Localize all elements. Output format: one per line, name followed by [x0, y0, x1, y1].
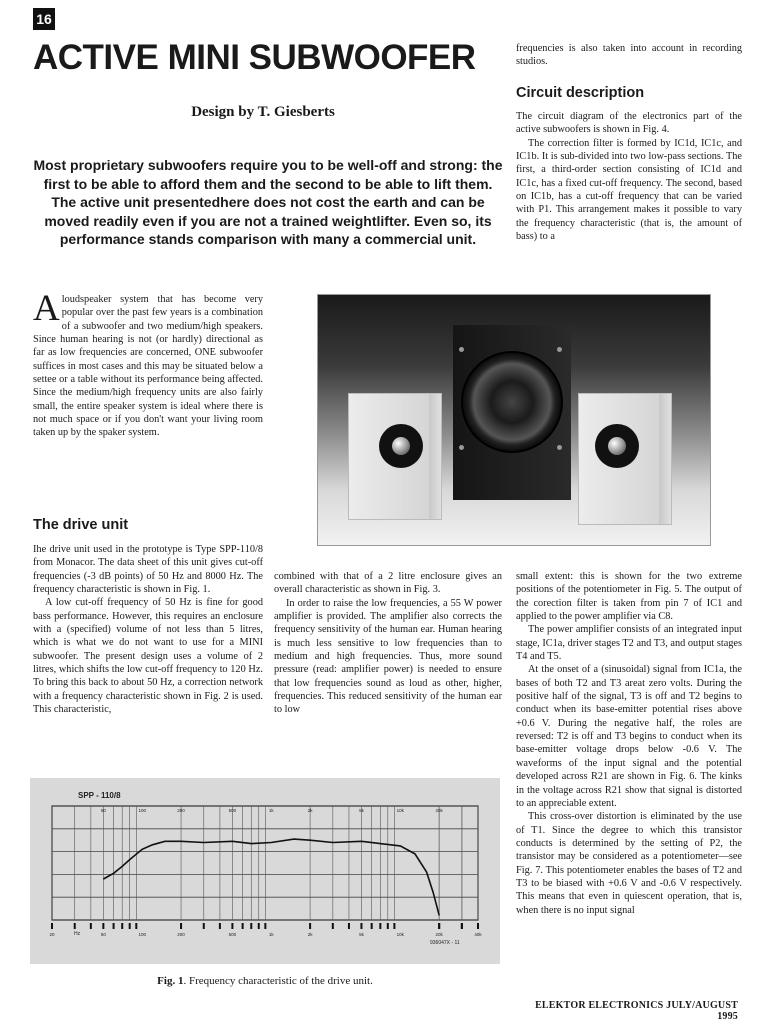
right-column-bottom	[516, 570, 742, 917]
tick-mark	[250, 923, 252, 929]
tick-mark	[371, 923, 373, 929]
tick-mark	[135, 923, 137, 929]
x-tick-label-top: 100	[138, 808, 146, 813]
page-number: 16	[33, 8, 55, 30]
x-tick-label-top: 10k	[396, 808, 404, 813]
tick-mark	[203, 923, 205, 929]
footer: ELEKTOR ELECTRONICS JULY/AUGUST 1995	[535, 1000, 738, 1022]
drive-unit-p1: Ihe drive unit used in the prototype is Type SPP-110/8 from Monacor. The data sheet of this unit gives cut-off frequencies (-3 dB points) of 50 Hz and 8000 Hz. The frequency characteristic is shown in Fig. 1.	[33, 544, 263, 596]
circuit-p4: The power amplifier consists of an integrated input stage, IC1a, driver stages T2 and T3, and output stages T4 and T5.	[516, 624, 742, 663]
chart-frame	[52, 806, 478, 920]
drive-unit-heading: The drive unit	[33, 517, 129, 533]
x-tick-label-top: 20k	[435, 808, 443, 813]
frequency-response-chart	[30, 778, 500, 964]
response-curve	[103, 839, 439, 915]
tick-mark	[90, 923, 92, 929]
chart-grid	[51, 806, 479, 929]
circuit-p6: This cross-over distortion is eliminated by the use of T1. Since the degree to which this transistor conducts is determined by the setting of P2, the transistor may be considered as a potentiometer—see Fig. 7. This potentiometer enables the bases of T2 and T3 to be biased with +0.6 V and -0.6 V respectively. This means that even in quiescent operation, that is, when there is no input signal	[516, 811, 742, 916]
tick-mark	[258, 923, 260, 929]
tick-mark	[309, 923, 311, 929]
tweeter-left	[379, 424, 423, 468]
tick-mark	[113, 923, 115, 929]
tick-mark	[387, 923, 389, 929]
figure-code: 936047X - 11	[430, 940, 460, 946]
article-title: ACTIVE MINI SUBWOOFER	[33, 38, 476, 77]
tick-mark	[74, 923, 76, 929]
tick-mark	[264, 923, 266, 929]
x-tick-label: 5k	[359, 932, 364, 937]
x-tick-label-top: 50	[100, 808, 106, 813]
tick-mark	[332, 923, 334, 929]
circuit-p5: At the onset of a (sinusoidal) signal from IC1a, the bases of both T2 and T3 areat zero volts. During the positive half of the signal, T3 is off and T2 begins to conduct when its base-emitter potential rises above +0.6 V. During the negative half, the roles are reversed: T2 is off and T3 begins to conduct when its base-emitter voltage drops below -0.6 V. The waveforms of the input signal and the potential developed across R21 are shown in Fig. 6. The kinks in the voltage across R21 show that signal is distorted to an appreciable extent.	[516, 664, 742, 809]
x-tick-label-top: 1k	[268, 808, 274, 813]
dropcap: A	[33, 288, 60, 329]
tick-mark	[180, 923, 182, 929]
tick-mark	[231, 923, 233, 929]
tick-mark	[51, 923, 53, 929]
x-tick-label: 500	[228, 932, 237, 937]
x-tick-label-top: 200	[177, 808, 185, 813]
caption-text: . Frequency characteristic of the drive unit.	[183, 975, 373, 987]
tick-mark	[242, 923, 244, 929]
tweeter-right	[595, 424, 639, 468]
figure-1-graph	[30, 778, 500, 964]
continued-text: frequencies is also taken into account in recording studios.	[516, 43, 742, 68]
intro-paragraph	[33, 288, 263, 440]
caption-label: Fig. 1	[157, 975, 184, 987]
tick-mark	[461, 923, 463, 929]
x-axis-label: Hz	[74, 931, 81, 937]
figure-1-caption	[30, 975, 500, 987]
subwoofer-box	[453, 325, 571, 500]
x-tick-label: 2k	[307, 932, 313, 937]
left-satellite-speaker	[348, 393, 442, 520]
tick-mark	[438, 923, 440, 929]
tick-mark	[477, 923, 479, 929]
intro-column	[33, 288, 263, 440]
circuit-column	[516, 110, 742, 243]
right-column-top	[516, 42, 742, 69]
x-tick-label: 20	[49, 932, 55, 937]
tick-mark	[348, 923, 350, 929]
x-tick-label: 1k	[268, 932, 274, 937]
tick-mark	[121, 923, 123, 929]
x-tick-label: 100	[138, 932, 146, 937]
x-tick-label: 10k	[396, 932, 404, 937]
woofer-cone	[461, 351, 563, 453]
circuit-p2: The correction filter is formed by IC1d, IC1c, and IC1b. It is sub-divided into two low-pass sections. The first, a third-order section consisting of IC1d and IC1c, has a fixed cut-off frequency. The second, based on IC1b, has a cut-off frequency that can be varied with P1. This arrangement makes it possible to vary the frequency characteristic (that is, the amount of bass) to a	[516, 137, 742, 243]
circuit-p3: small extent: this is shown for the two extreme positions of the potentiometer in Fig. 5. The output of the corection filter is taken from pin 7 of IC1 and applied to the power amplifier via C8.	[516, 571, 742, 623]
drive-unit-p3: combined with that of a 2 litre enclosure gives an overall characteristic as shown in Fig. 3.	[274, 571, 502, 596]
drive-unit-p2: A low cut-off frequency of 50 Hz is fine for good bass performance. However, this requires an enclosure with a (specified) volume of not less than 5 litres, which is what we do not want to use for a MINI subwoofer. The present design uses a volume of 2 litres, which shifts the low cut-off frequency to 120 Hz. To bring this back to about 50 Hz, a correction network with a frequency characteristic shown in Fig. 2 is used. This characteristic,	[33, 597, 263, 716]
byline: Design by T. Giesberts	[191, 104, 335, 120]
x-tick-label-top: 500	[228, 808, 237, 813]
tick-mark	[360, 923, 362, 929]
intro-text: loudspeaker system that has become very popular over the past few years is a combination of a subwoofer and two medium/high speakers. Since human hearing is not (or hardly) directional as far as low frequencies are concerned, ONE subwoofer suffices in most cases and this may be situated below a settee or a table without its performance being affected. Since the medium/high frequency units are also fairly small, the entire speaker system is ideal where there is not much space or if you don't want your living room taken up by the spaker system.	[33, 294, 263, 439]
speaker-photo	[317, 294, 711, 546]
x-tick-label-top: 2k	[307, 808, 313, 813]
x-tick-label: 200	[177, 932, 185, 937]
x-tick-label: 40k	[474, 932, 482, 937]
circuit-p1: The circuit diagram of the electronics part of the active subwoofers is shown in Fig. 4.	[516, 111, 742, 136]
tick-mark	[393, 923, 395, 929]
standfirst: Most proprietary subwoofers require you to be well-off and strong: the first to be able to afford them and the second to be able to lift them. The active unit presentedhere does not cost the earth and can be moved readily even if you are not a trained weightlifter. Even so, its performance stands comparison with many a commercial unit.	[33, 157, 503, 247]
x-tick-label-top: 5k	[359, 808, 364, 813]
chart-title: SPP - 110/8	[78, 791, 121, 800]
right-satellite-speaker	[578, 393, 672, 525]
circuit-heading: Circuit description	[516, 85, 645, 101]
drive-unit-column-2	[274, 570, 502, 717]
x-tick-label: 20k	[435, 932, 443, 937]
tick-mark	[379, 923, 381, 929]
tick-mark	[219, 923, 221, 929]
drive-unit-column-1	[33, 543, 263, 716]
x-tick-label: 50	[100, 932, 106, 937]
tick-mark	[102, 923, 104, 929]
drive-unit-p4: In order to raise the low frequencies, a 55 W power amplifier is provided. The amplifier also corrects the frequency sensitivity of the human ear. Human hearing is much less sensitive to low frequencies than to medium and high frequencies. Thus, more sound pressure (read: amplifier power) is needed to ensure that low frequencies sound as loud as other, higher, frequencies. This reduced sensitivity of the human ear to low	[274, 597, 502, 716]
tick-mark	[129, 923, 131, 929]
